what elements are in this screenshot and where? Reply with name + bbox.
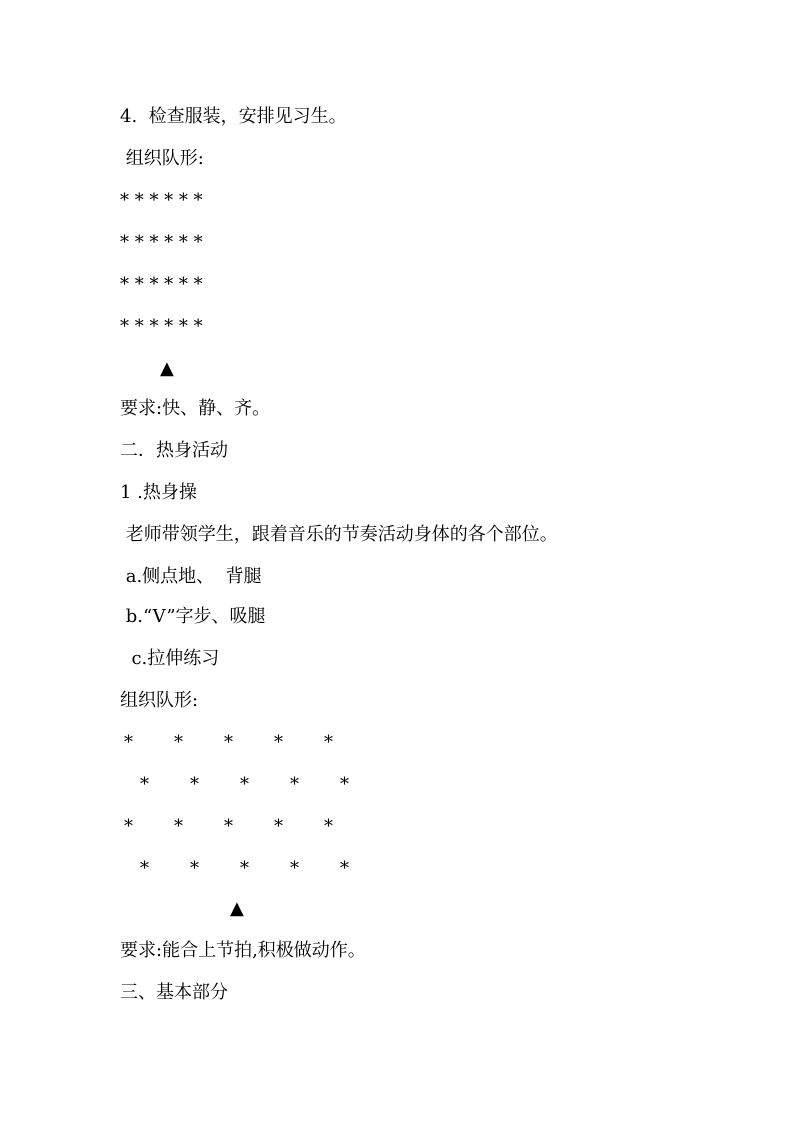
student-star: * — [274, 816, 283, 837]
student-star: * — [190, 858, 199, 879]
teacher-marker-1: ▲ — [160, 358, 174, 379]
student-star: * — [274, 732, 283, 753]
teacher-marker-2: ▲ — [230, 898, 244, 919]
formation1-row-1: * * * * * * — [120, 190, 203, 211]
student-star: * — [224, 732, 233, 753]
student-star: * — [140, 858, 149, 879]
formation2-row-1 — [0, 730, 794, 756]
formation1-row-2: * * * * * * — [120, 232, 203, 253]
student-star: * — [324, 816, 333, 837]
check-clothing-line: 4. 检查服装，安排见习生。 — [120, 106, 347, 127]
warmup-item-a: a.侧点地、 背腿 — [120, 566, 262, 587]
student-star: * — [174, 732, 183, 753]
formation2-row-2 — [0, 772, 794, 798]
section-warmup-heading: 二．热身活动 — [120, 440, 228, 461]
student-star: * — [124, 732, 133, 753]
section-basic-heading: 三、基本部分 — [120, 982, 228, 1003]
warmup-item-b: b.“V”字步、吸腿 — [120, 606, 266, 627]
requirement-line-2: 要求:能合上节拍,积极做动作。 — [120, 940, 366, 961]
student-star: * — [190, 774, 199, 795]
student-star: * — [174, 816, 183, 837]
student-star: * — [140, 774, 149, 795]
student-star: * — [324, 732, 333, 753]
student-star: * — [124, 816, 133, 837]
student-star: * — [290, 858, 299, 879]
student-star: * — [224, 816, 233, 837]
formation1-row-3: * * * * * * — [120, 274, 203, 295]
formation1-row-4: * * * * * * — [120, 316, 203, 337]
warmup-exercise-title: 1 .热身操 — [120, 482, 197, 503]
student-star: * — [240, 774, 249, 795]
formation-label-1: 组织队形: — [120, 148, 204, 169]
teacher-instruction-line: 老师带领学生，跟着音乐的节奏活动身体的各个部位。 — [120, 524, 558, 545]
requirement-line-1: 要求:快、静、齐。 — [120, 398, 271, 419]
student-star: * — [290, 774, 299, 795]
formation2-row-4 — [0, 856, 794, 882]
formation2-row-3 — [0, 814, 794, 840]
student-star: * — [240, 858, 249, 879]
formation-label-2: 组织队形: — [120, 690, 199, 711]
student-star: * — [340, 858, 349, 879]
student-star: * — [340, 774, 349, 795]
warmup-item-c: c.拉伸练习 — [120, 648, 220, 669]
